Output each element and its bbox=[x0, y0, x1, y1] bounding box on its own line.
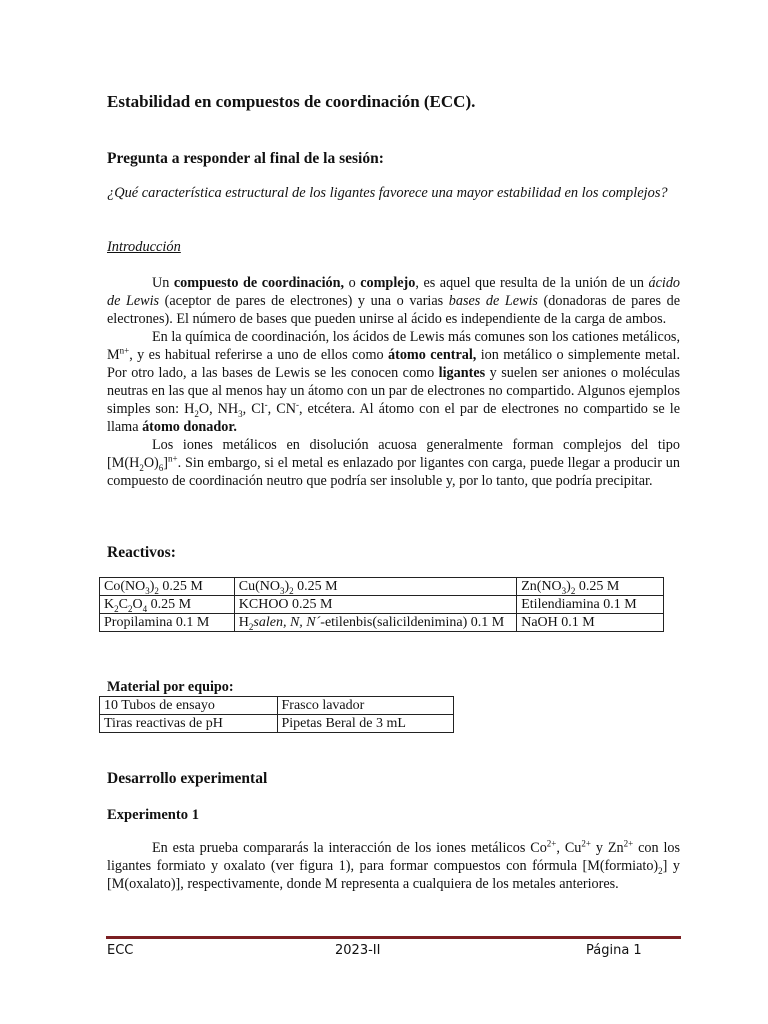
footer-left: ECC bbox=[107, 943, 134, 958]
table-cell: Tiras reactivas de pH bbox=[100, 715, 278, 733]
intro-paragraph-2: En la química de coordinación, los ácidos de Lewis más comunes son los cationes metálicos, $M^{n+}$, y es habitual referirse a uno de ellos como átomo central, ion metálico o simplemente metal. Por otro lado, a las bases de Lewis se les conocen como ligantes y suelen ser aniones o moléculas neutras en las que al menos hay un átomo con un par de electrones no compartido. Algunos ejemplos simples son: $H_2O$, $NH_3$, Cl-, CN-, etcétera. Al átomo con el par de electrones no compartido se le llama átomo donador. bbox=[107, 329, 681, 435]
table-row bbox=[100, 596, 664, 614]
footer-page-number: Página 1 bbox=[586, 943, 642, 958]
table-cell: $Zn(NO_3)_2$ 0.25 M bbox=[517, 578, 664, 596]
intro-heading: Introducción bbox=[107, 239, 181, 255]
experiment-body bbox=[107, 839, 680, 893]
experimento-heading: Experimento 1 bbox=[107, 807, 200, 823]
table-cell: $H_2salen$, N, N´-etilenbis(salicildenimina) 0.1 M bbox=[234, 614, 516, 632]
table-row bbox=[100, 578, 664, 596]
table-row bbox=[100, 614, 664, 632]
footer-rule bbox=[106, 936, 681, 939]
table-cell: Propilamina 0.1 M bbox=[100, 614, 235, 632]
question-heading: Pregunta a responder al final de la sesión: bbox=[107, 150, 384, 167]
table-cell: NaOH 0.1 M bbox=[517, 614, 664, 632]
table-cell: 10 Tubos de ensayo bbox=[100, 697, 278, 715]
material-table bbox=[99, 696, 454, 733]
desarrollo-heading: Desarrollo experimental bbox=[107, 770, 268, 787]
table-row bbox=[100, 697, 454, 715]
reactivos-table bbox=[99, 577, 664, 632]
table-cell: Pipetas Beral de 3 mL bbox=[277, 715, 454, 733]
table-cell: $Cu(NO_3)_2$ 0.25 M bbox=[234, 578, 516, 596]
reactivos-heading: Reactivos: bbox=[107, 544, 176, 561]
table-cell: Frasco lavador bbox=[277, 697, 454, 715]
material-heading: Material por equipo: bbox=[107, 679, 234, 695]
experiment-paragraph: En esta prueba compararás la interacción de los iones metálicos $Co^{2+}$, $Cu^{2+}$ y $Zn^{2+}$ con los ligantes formiato y oxalato (ver figura 1), para formar compuestos con fórmula $[M(formiato)_2]$ y [M(oxalato)], respectivamente, donde M representa a cualquiera de los metales anteriores. bbox=[107, 838, 680, 892]
table-cell: $Co(NO_3)_2$ 0.25 M bbox=[100, 578, 235, 596]
intro-body bbox=[107, 274, 680, 490]
intro-paragraph-1: Un compuesto de coordinación, o complejo, es aquel que resulta de la unión de un ácido de Lewis (aceptor de pares de electrones) y una o varias bases de Lewis (donadoras de pares de electrones). El número de bases que pueden unirse al ácido es independiente de la carga de ambos. bbox=[107, 275, 681, 327]
document-title: Estabilidad en compuestos de coordinación (ECC). bbox=[107, 92, 476, 111]
question-text: ¿Qué característica estructural de los ligantes favorece una mayor estabilidad en los complejos? bbox=[107, 185, 668, 201]
footer-center: 2023-II bbox=[335, 943, 381, 958]
table-cell: Etilendiamina 0.1 M bbox=[517, 596, 664, 614]
table-cell: $K_2C_2O_4$ 0.25 M bbox=[100, 596, 235, 614]
table-cell: KCHOO 0.25 M bbox=[234, 596, 516, 614]
table-row bbox=[100, 715, 454, 733]
intro-paragraph-3: Los iones metálicos en disolución acuosa generalmente forman complejos del tipo $[M(H_2O)_6]^{n+}$. Sin embargo, si el metal es enlazado por ligantes con carga, puede llegar a producir un compuesto de coordinación neutro que podría ser insoluble y, por lo tanto, que podría precipitar. bbox=[107, 437, 680, 489]
